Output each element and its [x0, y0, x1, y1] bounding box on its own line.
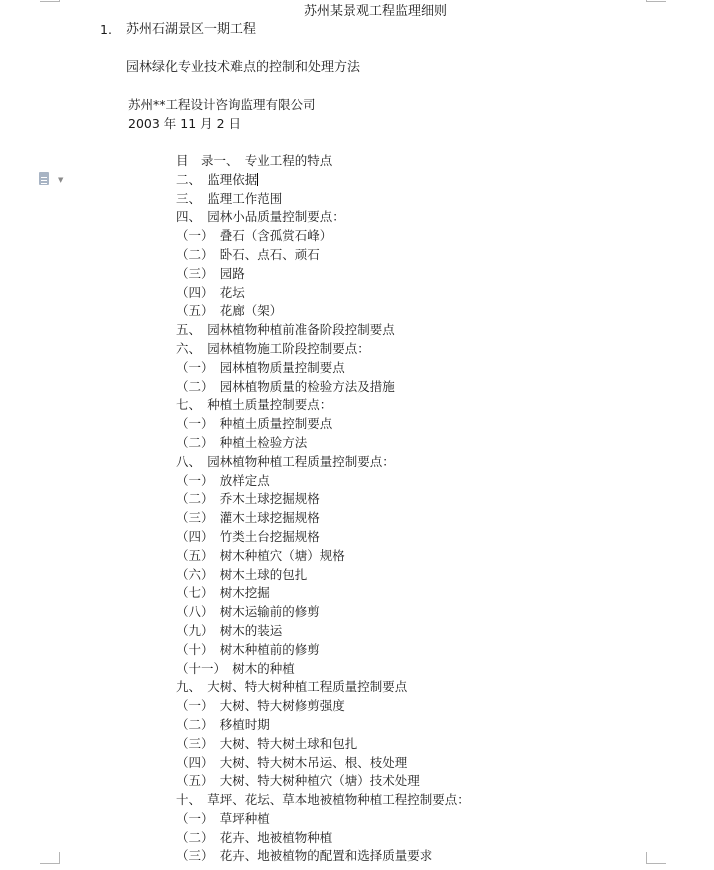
- toc-item: （四） 花坛: [176, 284, 245, 300]
- company-name: 苏州**工程设计咨询监理有限公司: [128, 97, 316, 112]
- toc-item: （五） 花廊（架）: [176, 303, 283, 319]
- document-subtitle: 园林绿化专业技术难点的控制和处理方法: [126, 60, 361, 75]
- toc-item: （二） 卧石、点石、顽石: [176, 246, 320, 262]
- toc-item: （五） 大树、特大树种植穴（塘）技术处理: [176, 773, 420, 789]
- text-cursor: [257, 173, 258, 186]
- toc-item: 八、 园林植物种植工程质量控制要点：: [176, 453, 395, 469]
- toc-item: （一） 叠石（含孤赏石峰）: [176, 228, 333, 244]
- toc-item: 十、 草坪、花坛、草本地被植物种植工程控制要点：: [176, 792, 470, 808]
- toc-item: （三） 大树、特大树土球和包扎: [176, 735, 358, 751]
- toc-item: （一） 种植土质量控制要点: [176, 416, 333, 432]
- toc-item: 九、 大树、特大树种植工程质量控制要点: [176, 679, 408, 695]
- chevron-down-icon[interactable]: ▼: [58, 176, 64, 184]
- toc-item: （六） 树木土球的包扎: [176, 566, 308, 582]
- toc-item: （二） 种植土检验方法: [176, 434, 308, 450]
- table-of-contents: [176, 152, 470, 866]
- toc-item: （一） 放样定点: [176, 472, 270, 488]
- toc-item: （二） 乔木土球挖掘规格: [176, 491, 320, 507]
- toc-item: （三） 花卉、地被植物的配置和选择质量要求: [176, 848, 433, 864]
- toc-item: （十） 树木种植前的修剪: [176, 641, 320, 657]
- toc-item: （八） 树木运输前的修剪: [176, 604, 320, 620]
- toc-item: 三、 监理工作范围: [176, 190, 283, 206]
- toc-item: （一） 园林植物质量控制要点: [176, 359, 345, 375]
- toc-item: 六、 园林植物施工阶段控制要点：: [176, 340, 370, 356]
- toc-item: （二） 园林植物质量的检验方法及措施: [176, 378, 395, 394]
- project-name: 苏州石湖景区一期工程: [126, 22, 257, 37]
- document-date: 2003 年 11 月 2 日: [128, 116, 242, 131]
- toc-item: （十一） 树木的种植: [176, 660, 295, 676]
- list-number: 1.: [100, 22, 112, 37]
- toc-item: 目 录一、 专业工程的特点: [176, 153, 333, 168]
- document-icon[interactable]: [38, 172, 51, 187]
- toc-item: 四、 园林小品质量控制要点：: [176, 209, 345, 225]
- toc-item: （四） 大树、特大树木吊运、根、枝处理: [176, 754, 408, 770]
- toc-item: （五） 树木种植穴（塘）规格: [176, 547, 345, 563]
- toc-item: （一） 草坪种植: [176, 810, 270, 826]
- toc-item: （三） 灌木土球挖掘规格: [176, 510, 320, 526]
- toc-item: 二、 监理依据: [176, 171, 258, 187]
- toc-item: （七） 树木挖掘: [176, 585, 270, 601]
- toc-item: （二） 移植时期: [176, 716, 270, 732]
- toc-item: （四） 竹类土台挖掘规格: [176, 528, 320, 544]
- toc-item: 五、 园林植物种植前准备阶段控制要点: [176, 322, 395, 338]
- toc-item: 七、 种植土质量控制要点：: [176, 397, 333, 413]
- toc-item: （九） 树木的装运: [176, 622, 283, 638]
- document-header-title: 苏州某景观工程监理细则: [304, 4, 448, 19]
- toc-item: （三） 园路: [176, 265, 245, 281]
- toc-item: （一） 大树、特大树修剪强度: [176, 698, 345, 714]
- toc-item: （二） 花卉、地被植物种植: [176, 829, 333, 845]
